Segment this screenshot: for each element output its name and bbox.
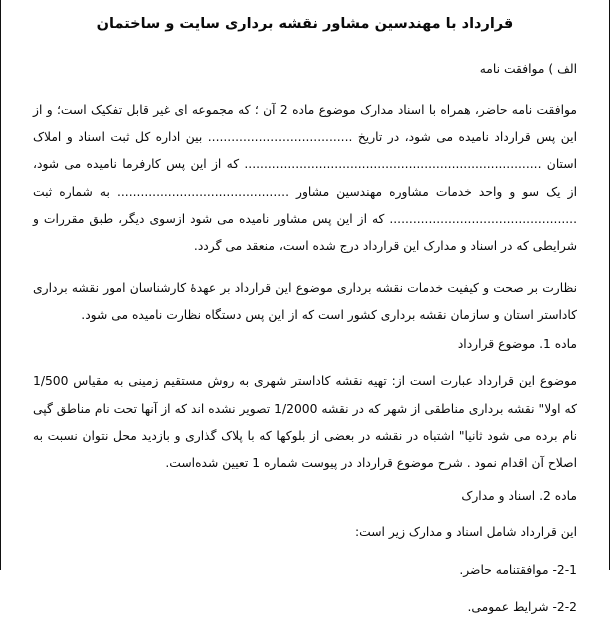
paragraph-documents-intro: این قرارداد شامل اسناد و مدارک زیر است: <box>355 525 577 540</box>
spacer <box>33 36 577 60</box>
section-heading-agreement: الف ) موافقت نامه <box>479 61 577 76</box>
paragraph-contract-subject: موضوع این قرارداد عبارت است از: تهیه نقشه کاداستر شهری به روش مستقیم زمینی به مقیاس 1/500 که اولا" نقشه برداری مناطقی از شهر که در نقشه 1/2000 تصویر نشده اند که از آنها تحت نام مناطق گپی نام برده می شود ثانیا" اشتباه در نقشه در بعضی از بلوکها که با پلاک گذاری و بازدید محل نتوان نسبت به اصلاح آن اقدام نمود . شرح موضوع قرارداد در پیوست شماره 1 تعیین شده‌است. <box>33 374 577 471</box>
list-item: 2-1- موافقتنامه حاضر. <box>459 562 577 577</box>
section-heading-article-2: ماده 2. اسناد و مدارک <box>461 489 577 504</box>
section-heading-article-1: ماده 1. موضوع قرارداد <box>457 337 577 352</box>
document-body <box>33 0 577 617</box>
spacer <box>33 543 577 561</box>
spacer <box>33 477 577 487</box>
spacer <box>33 79 577 97</box>
paragraph-supervision: نظارت بر صحت و کیفیت خدمات نقشه برداری موضوع این قرارداد بر عهدهٔ کارشناسان امور نقشه برداری کاداستر استان و سازمان نقشه برداری کشور است که از این پس دستگاه نظارت نامیده می شود. <box>33 280 577 322</box>
spacer <box>33 354 577 368</box>
spacer <box>33 261 577 275</box>
spacer <box>33 506 577 523</box>
spacer <box>33 580 577 598</box>
paragraph-agreement-body: موافقت نامه حاضر، همراه با اسناد مدارک موضوع ماده 2 آن ؛ که مجموعه ای غیر قابل تفکیک است؛ و از این پس قرارداد نامیده می شود، در تاریخ ..................................... بین اداره کل ثبت اسناد و املاک استان ............................................................................ که از این پس کارفرما نامیده می شود، از یک سو و واحد خدمات مشاوره مهندسین مشاور ............................................ به شماره ثبت ................................................ که از این پس مشاور نامیده می شود ازسوی دیگر، طبق مقررات و شرایطی که در اسناد و مدارک این قرارداد درج شده است، منعقد می گردد. <box>33 102 577 254</box>
list-item: 2-2- شرایط عمومی. <box>467 599 577 614</box>
page-title: قرارداد با مهندسین مشاور نقشه برداری سایت و ساختمان <box>96 16 514 32</box>
